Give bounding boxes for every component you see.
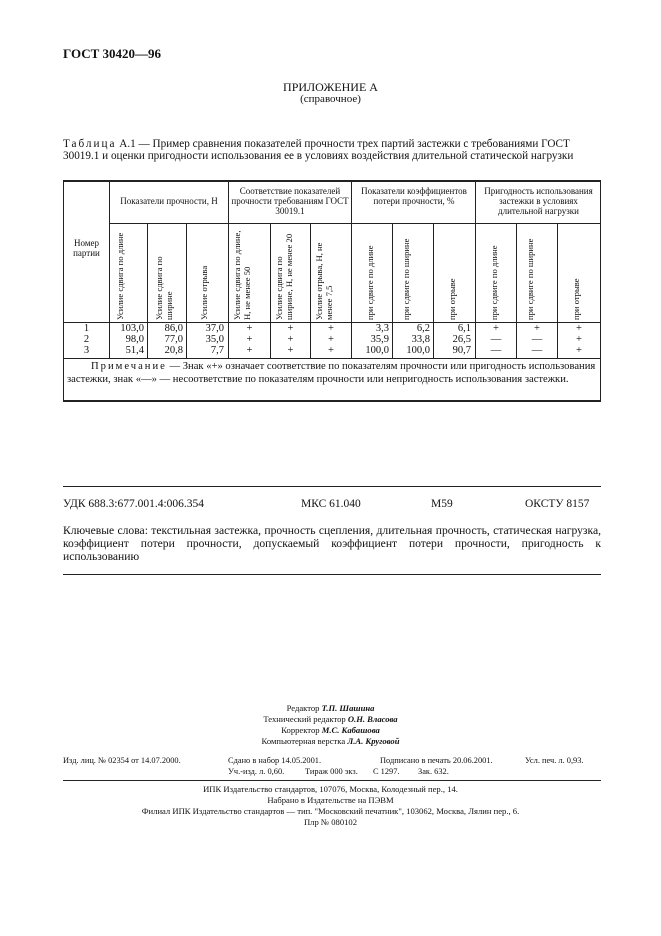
subheader-loss-peel: при отрыве (447, 278, 457, 320)
editor-label: Редактор (286, 703, 320, 713)
table-cell: + (287, 323, 294, 334)
mks-code: МКС 61.040 (301, 498, 361, 510)
subheader-loss-length: при сдвиге по длине (365, 245, 375, 320)
table-cell: 35,9 (370, 334, 389, 345)
table-cell: + (328, 345, 334, 356)
layout-label: Компьютерная верстка (261, 736, 346, 746)
table-top-border (63, 180, 601, 182)
table-cell: 2 (83, 334, 90, 345)
table-cell: + (534, 323, 540, 334)
print-sheets: Усл. печ. л. 0,93. (525, 756, 584, 765)
note-label: Примечание (91, 361, 167, 372)
table-cell: — (490, 334, 502, 345)
sent-to-set: Сдано в набор 14.05.2001. (228, 756, 322, 765)
table-cell: + (576, 345, 582, 356)
order-number: Зак. 632. (418, 767, 449, 776)
table-cell: 1 (83, 323, 90, 334)
comparison-table (63, 180, 601, 402)
tech-editor-name: О.Н. Власова (347, 714, 398, 724)
section-rule (63, 780, 601, 781)
license: Изд. лиц. № 02354 от 14.07.2000. (63, 756, 181, 765)
table-cell: 26,5 (452, 334, 471, 345)
section-rule (63, 574, 601, 575)
note-text: — Знак «+» означает соответствие по показателям прочности или пригодность использования застежки, знак «—» — несоответствие по показателям прочности или непригодность использования застежки. (67, 361, 596, 385)
subheader-req-peel: Усилие отрыва, Н, не менее 7,5 (314, 242, 334, 320)
table-cell: + (287, 345, 294, 356)
table-cell: + (576, 334, 582, 345)
table-cell: 3 (83, 345, 90, 356)
plr-number: Плр № 080102 (303, 817, 358, 827)
subheader-shear-length: Усилие сдвига по длине (115, 232, 125, 320)
table-cell: + (328, 323, 334, 334)
table-cell: 51,4 (125, 345, 144, 356)
table-bottom-border (63, 400, 601, 402)
branch-address: Филиал ИПК Издательство стандартов — тип. "Московский печатник", 103062, Москва, Лялин пер., 6. (141, 806, 520, 816)
table-cell: + (246, 334, 253, 345)
subheader-loss-width: при сдвиге по ширине (401, 238, 411, 320)
subheader-req-shear-width: Усилие сдвига по ширине, Н, не менее 20 (274, 233, 294, 320)
subheader-suit-peel: при отрыве (571, 278, 581, 320)
okstu-code: ОКСТУ 8157 (525, 498, 590, 510)
subheader-req-shear-length: Усилие сдвига по длине, Н, не менее 50 (232, 230, 252, 320)
layout-name: Л.А. Круговой (347, 736, 400, 746)
keywords: Ключевые слова: текстильная застежка, прочность сцепления, длительная прочность, статическая нагрузка, коэффициент потери прочности, допускаемый коэффициент потери прочности, пригодность к использованию (63, 524, 601, 563)
strength-group-header: Показатели прочности, Н (120, 196, 218, 206)
imprint-layout (0, 736, 661, 747)
table-cell: 33,8 (411, 334, 430, 345)
caption-label: Таблица (63, 138, 117, 150)
table-cell: 103,0 (120, 323, 144, 334)
ipk-address: ИПК Издательство стандартов, 107076, Москва, Колодезный пер., 14. (203, 784, 458, 794)
subheader-suit-width: при сдвиге по ширине (525, 238, 535, 320)
table-cell: 7,7 (210, 345, 224, 356)
corrector-name: М.С. Кабашова (321, 725, 380, 735)
table-cell: 100,0 (365, 345, 389, 356)
group-header-rule (109, 223, 601, 224)
table-cell: 86,0 (164, 323, 183, 334)
table-cell: + (328, 334, 334, 345)
appendix-subtitle: (справочное) (300, 93, 361, 105)
imprint-editor (0, 703, 661, 714)
udk-code: УДК 688.3:677.001.4:006.354 (63, 498, 205, 510)
suitability-group-header: Пригодность использования застежки в условиях длительной нагрузки (484, 186, 593, 216)
table-cell: 77,0 (164, 334, 183, 345)
table-left-border (63, 180, 64, 402)
table-cell: 98,0 (125, 334, 144, 345)
table-cell: + (246, 345, 253, 356)
table-right-border (600, 180, 601, 402)
print-run: Тираж 000 экз. (305, 767, 358, 776)
table-cell: — (531, 334, 543, 345)
table-cell: 3,3 (375, 323, 389, 334)
table-cell: + (576, 323, 582, 334)
subheader-suit-length: при сдвиге по длине (489, 245, 499, 320)
tech-editor-label: Технический редактор (263, 714, 346, 724)
caption-text: А.1 — Пример сравнения показателей прочности трех партий застежки с требованиями ГОСТ 30019.1 и оценки пригодности использования ее в условиях воздействия длительной статической нагрузки (63, 138, 574, 162)
signed-to-print: Подписано в печать 20.06.2001. (380, 756, 493, 765)
table-cell: + (493, 323, 499, 334)
table-cell: 37,0 (205, 323, 224, 334)
table-cell: + (246, 323, 253, 334)
publisher-sheets: Уч.-изд. л. 0,60. (228, 767, 285, 776)
subheader-shear-width: Усилие сдвига по ширине (154, 256, 174, 320)
table-cell: — (490, 345, 502, 356)
batch-number-header: Номер партии (73, 238, 100, 258)
appendix-title: ПРИЛОЖЕНИЕ А (283, 80, 378, 94)
table-note (67, 361, 597, 386)
section-rule (63, 486, 601, 487)
document-code: ГОСТ 30420—96 (63, 46, 162, 61)
table-cell: + (287, 334, 294, 345)
table-cell: 6,1 (457, 323, 471, 334)
imprint-corrector (0, 725, 661, 736)
corrector-label: Корректор (281, 725, 320, 735)
table-cell: 6,2 (416, 323, 430, 334)
imprint-tech-editor (0, 714, 661, 725)
typeset-note: Набрано в Издательстве на ПЭВМ (267, 795, 394, 805)
table-cell: 100,0 (406, 345, 430, 356)
editor-name: Т.П. Шашина (321, 703, 375, 713)
body-bottom-rule (63, 358, 601, 359)
table-cell: 90,7 (452, 345, 471, 356)
table-caption (63, 138, 603, 162)
conformity-group-header: Соответствие показателей прочности требованиям ГОСТ 30019.1 (231, 186, 349, 216)
c-number: С 1297. (373, 767, 400, 776)
loss-group-header: Показатели коэффициентов потери прочности, % (361, 186, 467, 206)
table-cell: 35,0 (205, 334, 224, 345)
subheader-peel: Усилие отрыва (199, 265, 209, 320)
m-code: М59 (431, 498, 453, 510)
table-cell: 20,8 (164, 345, 183, 356)
table-cell: — (531, 345, 543, 356)
